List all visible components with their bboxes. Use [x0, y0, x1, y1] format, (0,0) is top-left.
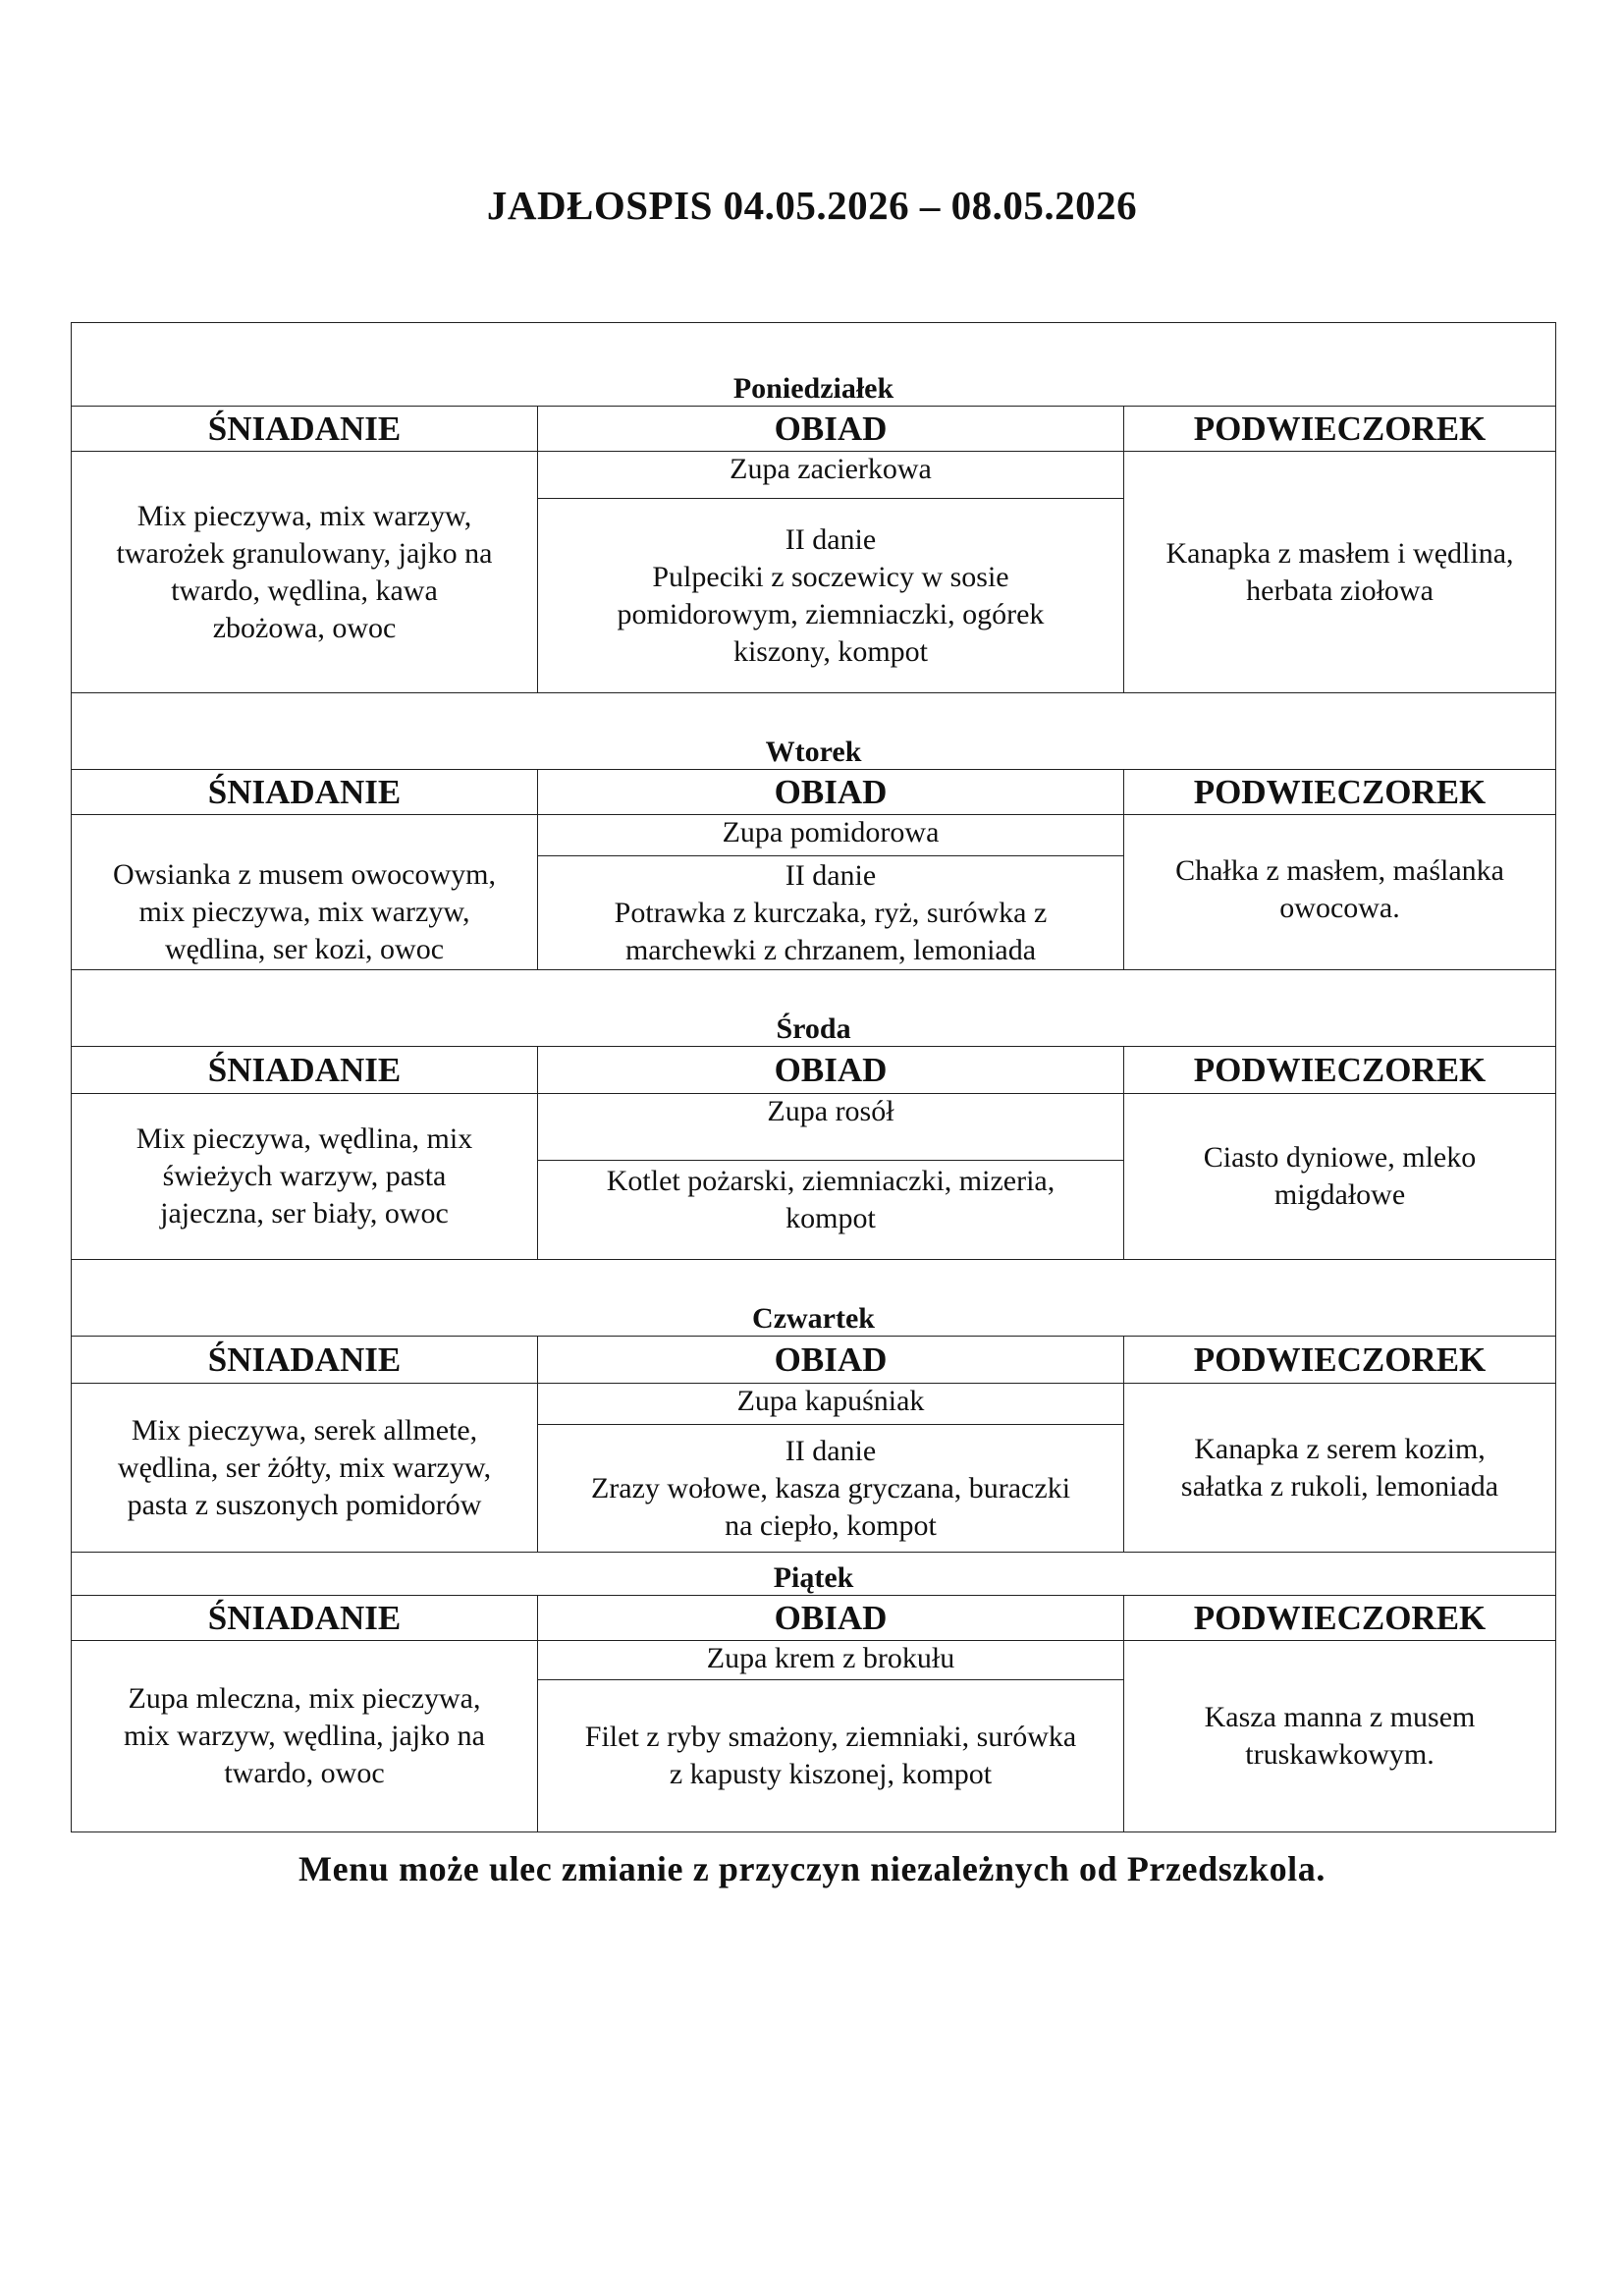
snack-header: PODWIECZOREK	[1124, 1596, 1556, 1641]
snack-line: Kanapka z serem kozim,	[1194, 1432, 1486, 1465]
meal-row	[72, 452, 1556, 499]
page-title: JADŁOSPIS 04.05.2026 – 08.05.2026	[486, 183, 1138, 228]
snack-cell	[1124, 452, 1556, 693]
header-row	[72, 1047, 1556, 1094]
soup-cell: Zupa pomidorowa	[538, 815, 1124, 856]
breakfast-header: ŚNIADANIE	[72, 1337, 538, 1384]
main-dish-cell	[538, 499, 1124, 693]
header-row	[72, 407, 1556, 452]
breakfast-line: twardo, owoc	[224, 1757, 385, 1789]
breakfast-line: zbożowa, owoc	[212, 611, 397, 644]
snack-line: sałatka z rukoli, lemoniada	[1180, 1469, 1499, 1503]
lunch-header: OBIAD	[538, 1596, 1124, 1641]
main-dish-cell	[538, 1425, 1124, 1553]
breakfast-line: wędlina, ser żółty, mix warzyw,	[117, 1450, 492, 1484]
snack-line: truskawkowym.	[1245, 1738, 1435, 1771]
breakfast-line: Mix pieczywa, wędlina, mix	[135, 1122, 473, 1155]
breakfast-line: świeżych warzyw, pasta	[162, 1160, 447, 1192]
snack-header: PODWIECZOREK	[1124, 1337, 1556, 1384]
breakfast-line: wędlina, ser kozi, owoc	[164, 933, 445, 965]
meal-row	[72, 815, 1556, 856]
main-dish-cell	[538, 856, 1124, 970]
breakfast-cell	[72, 815, 538, 970]
day-row-monday	[72, 323, 1556, 407]
breakfast-header: ŚNIADANIE	[72, 1596, 538, 1641]
snack-line: migdałowe	[1273, 1178, 1406, 1211]
breakfast-line: mix warzyw, wędlina, jajko na	[124, 1720, 485, 1752]
header-row	[72, 1337, 1556, 1384]
soup-cell: Zupa rosół	[538, 1094, 1124, 1161]
snack-line: Kanapka z masłem i wędlina,	[1165, 536, 1514, 570]
day-row-tuesday	[72, 693, 1556, 770]
snack-header: PODWIECZOREK	[1124, 770, 1556, 815]
snack-header: PODWIECZOREK	[1124, 407, 1556, 452]
main-line: II danie	[785, 858, 877, 892]
meal-row	[72, 1641, 1556, 1680]
disclaimer-note: Menu może ulec zmianie z przyczyn niezależnych od Przedszkola.	[298, 1849, 1326, 1888]
day-row-thursday	[72, 1260, 1556, 1337]
breakfast-line: Mix pieczywa, serek allmete,	[131, 1413, 478, 1447]
breakfast-line: Owsianka z musem owocowym,	[113, 858, 496, 891]
day-name: Wtorek	[72, 693, 1556, 770]
main-line: Pulpeciki z soczewicy w sosie	[652, 560, 1009, 593]
lunch-header: OBIAD	[538, 407, 1124, 452]
lunch-header: OBIAD	[538, 1047, 1124, 1094]
day-name: Piątek	[72, 1553, 1556, 1596]
main-line: Potrawka z kurczaka, ryż, surówka z	[614, 896, 1048, 929]
main-dish-cell	[538, 1680, 1124, 1832]
lunch-header: OBIAD	[538, 770, 1124, 815]
main-line: Zrazy wołowe, kasza gryczana, buraczki	[590, 1471, 1071, 1504]
main-line: marchewki z chrzanem, lemoniada	[624, 933, 1037, 966]
snack-line: herbata ziołowa	[1246, 574, 1434, 607]
meal-row	[72, 1384, 1556, 1425]
soup-cell: Zupa kapuśniak	[538, 1384, 1124, 1425]
breakfast-cell	[72, 452, 538, 693]
breakfast-line: jajeczna, ser biały, owoc	[160, 1197, 449, 1230]
main-line: pomidorowym, ziemniaczki, ogórek	[617, 597, 1045, 630]
snack-cell	[1124, 1641, 1556, 1832]
lunch-header: OBIAD	[538, 1337, 1124, 1384]
snack-line: owocowa.	[1279, 892, 1400, 924]
snack-line: Ciasto dyniowe, mleko	[1203, 1141, 1477, 1174]
breakfast-header: ŚNIADANIE	[72, 407, 538, 452]
main-line: kiszony, kompot	[732, 634, 929, 668]
breakfast-line: Mix pieczywa, mix warzyw,	[136, 499, 472, 532]
breakfast-line: pasta z suszonych pomidorów	[127, 1488, 482, 1521]
breakfast-header: ŚNIADANIE	[72, 1047, 538, 1094]
day-name: Poniedziałek	[72, 323, 1556, 407]
snack-cell	[1124, 1384, 1556, 1553]
day-row-wednesday	[72, 970, 1556, 1047]
day-row-friday	[72, 1553, 1556, 1596]
main-line: II danie	[785, 522, 877, 556]
breakfast-cell	[72, 1384, 538, 1553]
snack-header: PODWIECZOREK	[1124, 1047, 1556, 1094]
main-line: II danie	[785, 1434, 877, 1467]
soup-cell: Zupa krem z brokułu	[538, 1641, 1124, 1680]
main-line: na ciepło, kompot	[725, 1508, 937, 1542]
day-name: Środa	[72, 970, 1556, 1047]
breakfast-line: Zupa mleczna, mix pieczywa,	[128, 1682, 481, 1715]
snack-cell	[1124, 815, 1556, 970]
header-row	[72, 1596, 1556, 1641]
breakfast-line: mix pieczywa, mix warzyw,	[138, 896, 470, 928]
snack-line: Chałka z masłem, maślanka	[1175, 854, 1504, 887]
main-dish-cell	[538, 1161, 1124, 1260]
menu-table	[71, 322, 1556, 1832]
breakfast-cell	[72, 1094, 538, 1260]
main-line: Kotlet pożarski, ziemniaczki, mizeria,	[606, 1165, 1056, 1197]
breakfast-line: twarożek granulowany, jajko na	[116, 536, 493, 570]
main-line: kompot	[785, 1202, 876, 1234]
snack-cell	[1124, 1094, 1556, 1260]
soup-cell: Zupa zacierkowa	[538, 452, 1124, 499]
main-line: Filet z ryby smażony, ziemniaki, surówka	[584, 1721, 1077, 1753]
main-line: z kapusty kiszonej, kompot	[669, 1758, 993, 1790]
day-name: Czwartek	[72, 1260, 1556, 1337]
breakfast-line: twardo, wędlina, kawa	[171, 574, 438, 607]
meal-row	[72, 1094, 1556, 1161]
snack-line: Kasza manna z musem	[1204, 1701, 1476, 1733]
breakfast-header: ŚNIADANIE	[72, 770, 538, 815]
header-row	[72, 770, 1556, 815]
breakfast-cell	[72, 1641, 538, 1832]
